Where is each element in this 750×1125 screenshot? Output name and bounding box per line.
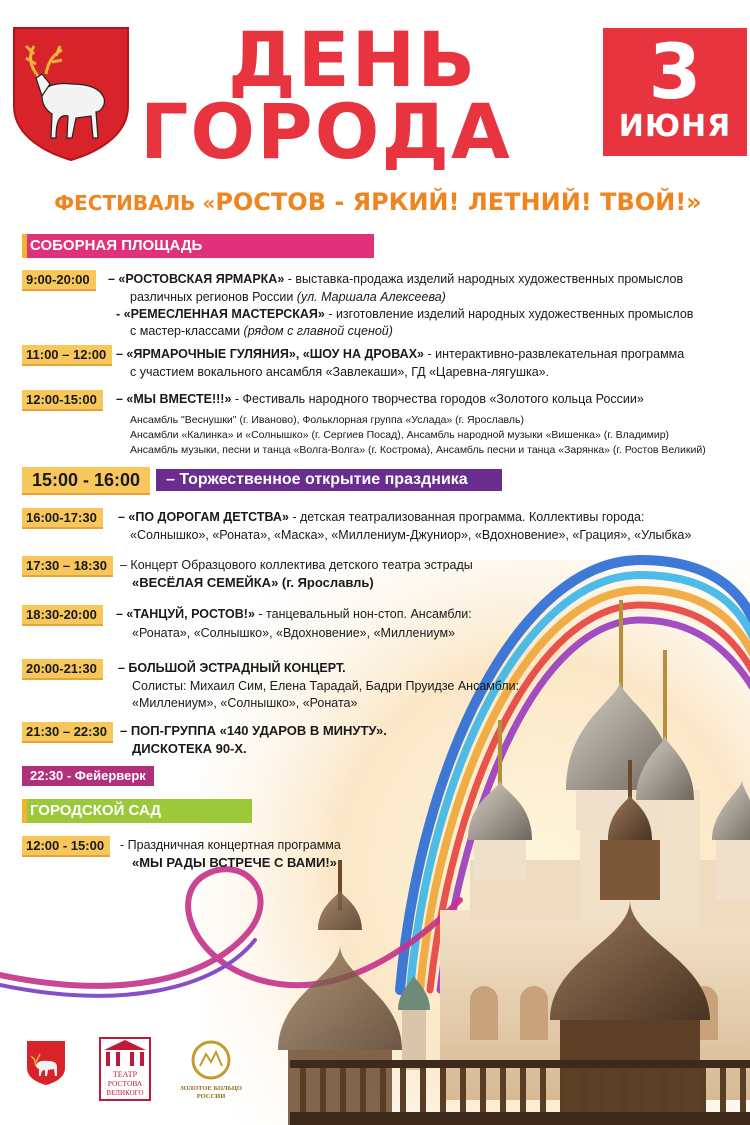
event-title: - «РЕМЕСЛЕННАЯ МАСТЕРСКАЯ»: [116, 307, 325, 321]
section-cathedral-square: [22, 234, 374, 258]
event-line: [116, 306, 693, 322]
theatre-logo-text: ТЕАТР: [112, 1070, 138, 1079]
event-desc: - интерактивно-развлекательная программа: [423, 347, 685, 361]
ring-logo-text: ЗОЛОТОЕ КОЛЬЦО: [180, 1085, 242, 1092]
event-line: [130, 289, 446, 305]
time-badge: 21:30 – 22:30: [22, 722, 113, 743]
event-line: [116, 391, 644, 407]
event-place: (ул. Маршала Алексеева): [296, 290, 446, 304]
rostov-coat-of-arms-icon: [12, 26, 130, 162]
event-desc: - танцевальный нон-стоп. Ансамбли:: [254, 607, 472, 621]
event-desc: «Солнышко», «Роната», «Маска», «Миллениум-Джуниор», «Вдохновение», «Грация», «Улыбка»: [130, 528, 692, 542]
event-desc: различных регионов России: [130, 290, 297, 304]
section-cap: [22, 234, 27, 258]
event-title: «ВЕСЁЛАЯ СЕМЕЙКА» (г. Ярославль): [132, 575, 374, 590]
rostov-theatre-logo-icon: [96, 1030, 154, 1102]
festival-suffix: »: [686, 188, 702, 216]
ring-logo-text: РОССИИ: [196, 1093, 226, 1100]
time-badge: 20:00-21:30: [22, 659, 103, 680]
date-badge: [603, 28, 747, 156]
theatre-logo-text: РОСТОВА: [107, 1079, 143, 1088]
event-line: [130, 323, 393, 339]
event-desc: - изготовление изделий народных художественных промыслов: [324, 307, 694, 321]
time-badge-opening: 15:00 - 16:00: [22, 467, 150, 495]
title-day: ДЕНЬ: [228, 15, 478, 104]
event-desc: Солисты: Михаил Сим, Елена Тарадай, Бадри Пруидзе Ансамбли:: [132, 679, 520, 693]
event-desc: - Праздничная концертная программа: [120, 838, 341, 852]
event-title: – ПОП-ГРУППА «140 УДАРОВ В МИНУТУ».: [120, 723, 387, 738]
event-line: [118, 509, 644, 525]
event-line: [108, 271, 683, 287]
time-badge: 17:30 – 18:30: [22, 556, 113, 577]
event-desc: – Концерт Образцового коллектива детского театра эстрады: [120, 558, 473, 572]
event-line: [116, 606, 472, 622]
time-badge: 12:00-15:00: [22, 390, 103, 411]
participants-line: Ансамбль "Веснушки" (г. Иваново), Фольклорная группа «Услада» (г. Ярославль): [130, 414, 524, 426]
event-desc: - выставка-продажа изделий народных художественных промыслов: [284, 272, 684, 286]
theatre-logo-text: ВЕЛИКОГО: [106, 1089, 144, 1097]
event-title: – «ТАНЦУЙ, РОСТОВ!»: [116, 607, 255, 621]
event-title: – «РОСТОВСКАЯ ЯРМАРКА»: [108, 272, 285, 286]
title-city: ГОРОДА: [140, 87, 512, 176]
date-month: ИЮНЯ: [618, 109, 732, 144]
time-badge: 12:00 - 15:00: [22, 836, 110, 857]
city-coat-of-arms-logo-icon: [26, 1040, 66, 1086]
event-title: ДИСКОТЕКА 90-Х.: [132, 741, 247, 756]
golden-ring-logo-icon: [180, 1038, 242, 1102]
event-title: – «ПО ДОРОГАМ ДЕТСТВА»: [118, 510, 289, 524]
time-badge: 18:30-20:00: [22, 605, 103, 626]
fireworks-badge: 22:30 - Фейерверк: [22, 766, 154, 786]
section-cap: [22, 799, 27, 823]
date-number: 3: [648, 27, 702, 116]
festival-title: [22, 188, 734, 216]
event-desc: - детская театрализованная программа. Коллективы города:: [288, 510, 645, 524]
participants-line: Ансамбли «Калинка» и «Солнышко» (г. Сергиев Посад), Ансамбль народной музыки «Вишенка» (г. Владимир): [130, 429, 670, 441]
event-line: [116, 346, 684, 362]
festival-name: РОСТОВ - ЯРКИЙ! ЛЕТНИЙ! ТВОЙ!: [215, 188, 687, 216]
section-title: СОБОРНАЯ ПЛОЩАДЬ: [30, 237, 203, 254]
event-title: – «МЫ ВМЕСТЕ!!!»: [116, 392, 232, 406]
event-desc: «Миллениум», «Солнышко», «Роната»: [132, 696, 358, 710]
event-desc: с участием вокального ансамбля «Завлекаши», ГД «Царевна-лягушка».: [130, 365, 550, 379]
event-desc: - Фестиваль народного творчества городов «Золотого кольца России»: [231, 392, 644, 406]
event-desc: «Роната», «Солнышко», «Вдохновение», «Миллениум»: [132, 626, 456, 640]
event-title: «МЫ РАДЫ ВСТРЕЧЕ С ВАМИ!»: [132, 855, 337, 870]
opening-ceremony-bar: – Торжественное открытие праздника: [156, 469, 502, 491]
event-title: – «ЯРМАРОЧНЫЕ ГУЛЯНИЯ», «ШОУ НА ДРОВАХ»: [116, 347, 424, 361]
festival-prefix: ФЕСТИВАЛЬ «: [54, 191, 216, 215]
section-city-garden: [22, 799, 252, 823]
time-badge: 9:00-20:00: [22, 270, 96, 291]
event-title: – БОЛЬШОЙ ЭСТРАДНЫЙ КОНЦЕРТ.: [118, 661, 346, 675]
event-place: (рядом с главной сценой): [243, 324, 393, 338]
event-desc: с мастер-классами: [130, 324, 244, 338]
participants-line: Ансамбль музыки, песни и танца «Волга-Волга» (г. Кострома), Ансамбль песни и танца «Зарянка» (г. Ростов Великий): [130, 444, 706, 456]
section-title: ГОРОДСКОЙ САД: [30, 802, 162, 819]
time-badge: 11:00 – 12:00: [22, 345, 112, 366]
time-badge: 16:00-17:30: [22, 508, 103, 529]
